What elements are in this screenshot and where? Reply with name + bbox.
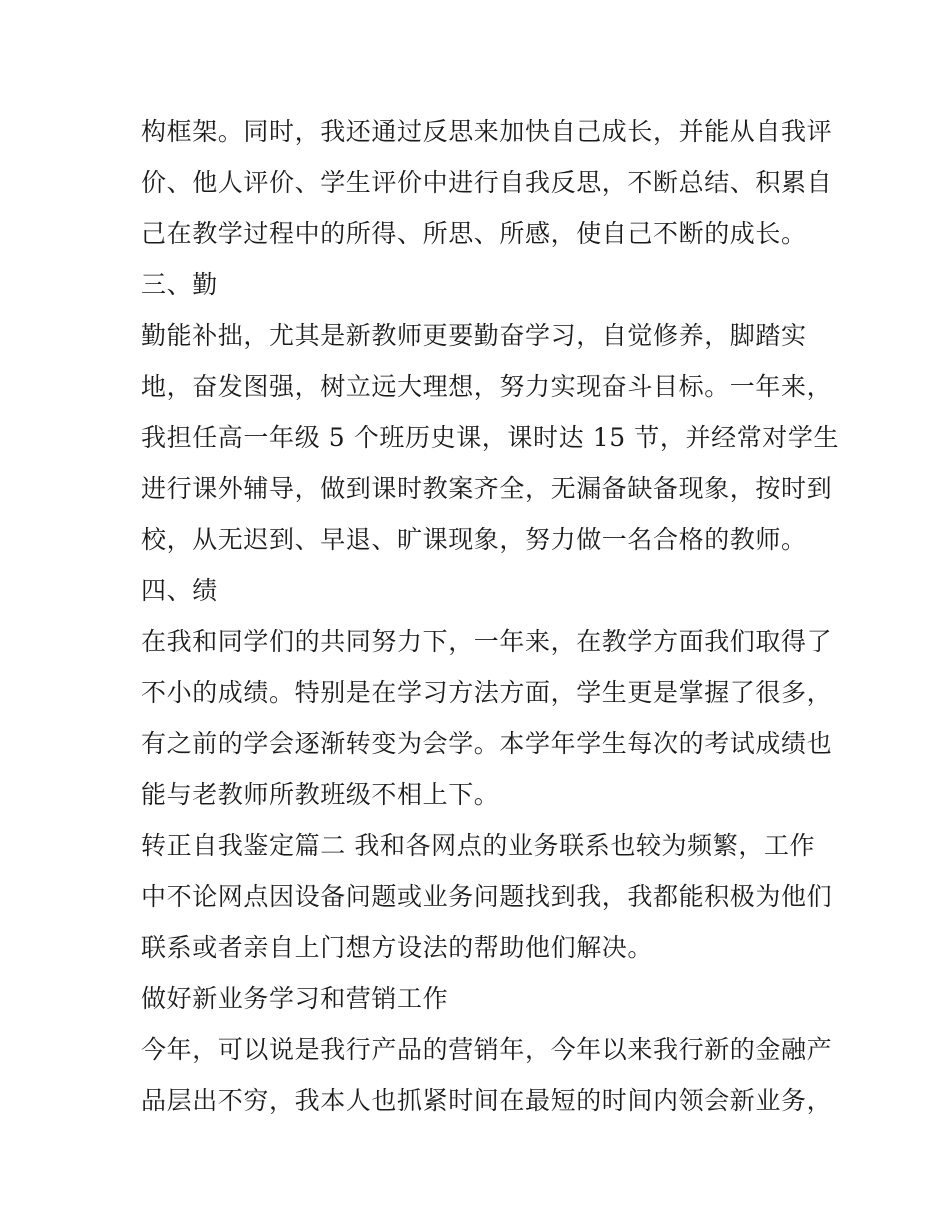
text-line: 价、他人评价、学生评价中进行自我反思，不断总结、积累自 — [141, 168, 833, 197]
text-line: 品层出不穷，我本人也抓紧时间在最短的时间内领会新业务， — [141, 1086, 833, 1115]
text-line: 不小的成绩。特别是在学习方法方面，学生更是掌握了很多， — [141, 678, 833, 707]
text-line: 构框架。同时，我还通过反思来加快自己成长，并能从自我评 — [141, 117, 833, 146]
text-line: 转正自我鉴定篇二 我和各网点的业务联系也较为频繁，工作 — [141, 831, 816, 860]
text-line: 校，从无迟到、早退、旷课现象，努力做一名合格的教师。 — [141, 525, 807, 554]
section-heading: 三、勤 — [141, 270, 218, 299]
text-line: 中不论网点因设备问题或业务问题找到我，我都能积极为他们 — [141, 882, 833, 911]
text-line: 联系或者亲自上门想方设法的帮助他们解决。 — [141, 933, 654, 962]
text-line: 进行课外辅导，做到课时教案齐全，无漏备缺备现象，按时到 — [141, 474, 833, 503]
text-line: 今年，可以说是我行产品的营销年，今年以来我行新的金融产 — [141, 1035, 833, 1064]
text-line: 己在教学过程中的所得、所思、所感，使自己不断的成长。 — [141, 219, 807, 248]
document-body — [141, 106, 840, 1126]
text-line: 我担任高一年级 5 个班历史课，课时达 15 节，并经常对学生 — [141, 423, 840, 452]
text-line: 勤能补拙，尤其是新教师更要勤奋学习，自觉修养，脚踏实 — [141, 321, 807, 350]
text-line: 能与老教师所教班级不相上下。 — [141, 780, 500, 809]
text-line: 有之前的学会逐渐转变为会学。本学年学生每次的考试成绩也 — [141, 729, 833, 758]
text-line: 在我和同学们的共同努力下，一年来，在教学方面我们取得了 — [141, 627, 833, 656]
section-heading: 做好新业务学习和营销工作 — [141, 984, 449, 1013]
text-line: 地，奋发图强，树立远大理想，努力实现奋斗目标。一年来， — [141, 372, 833, 401]
section-heading: 四、绩 — [141, 576, 218, 605]
